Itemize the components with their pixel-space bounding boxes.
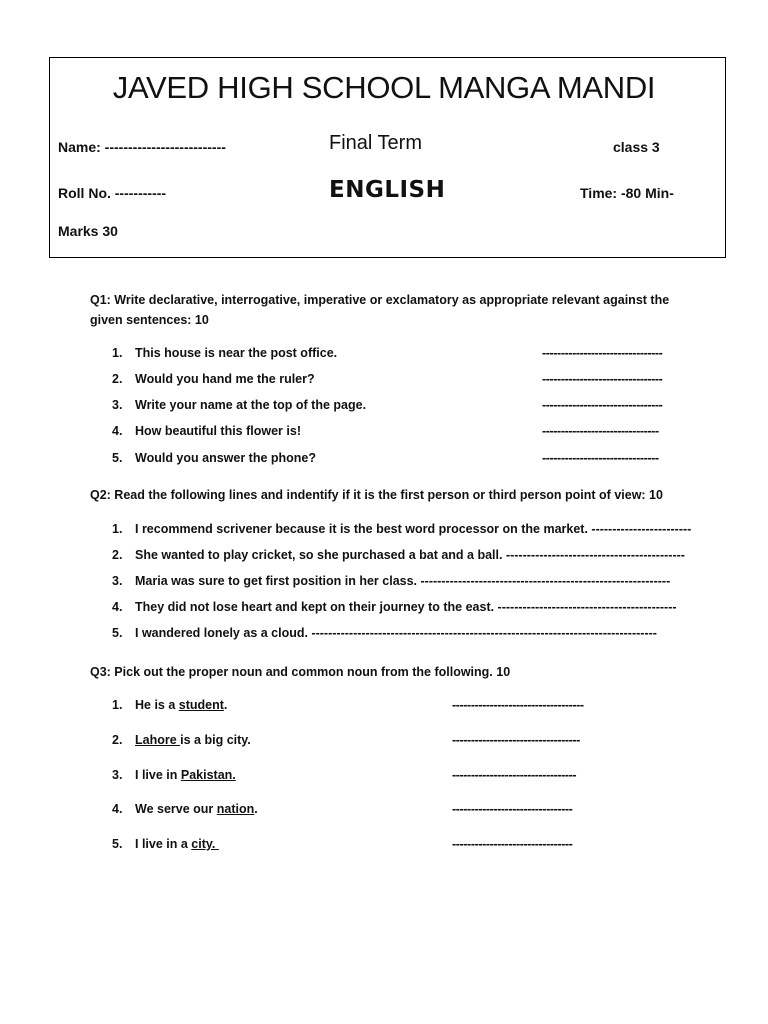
item-number: 3. xyxy=(112,574,123,588)
item-number: 5. xyxy=(112,626,123,640)
roll-number-field: Roll No. ----------- xyxy=(58,185,167,201)
answer-blank: ---------------------------------- xyxy=(452,733,580,747)
answer-blank: ------------------------------- xyxy=(542,451,659,465)
answer-blank: -------------------------------- xyxy=(542,398,663,412)
q1-item xyxy=(112,397,366,413)
q2-heading: Q2: Read the following lines and indentify if it is the first person or third person point of view: 10 xyxy=(90,488,663,502)
item-pre: I live in a xyxy=(135,837,192,851)
item-text: I recommend scrivener because it is the best word processor on the market. ------------------------ xyxy=(135,522,692,536)
q3-item xyxy=(112,732,251,748)
q1-item xyxy=(112,423,301,439)
item-number: 2. xyxy=(112,733,123,747)
q2-item xyxy=(112,547,685,563)
answer-blank: -------------------------------- xyxy=(452,802,573,816)
item-number: 2. xyxy=(112,372,123,386)
q3-item xyxy=(112,697,227,713)
underlined-noun: Pakistan. xyxy=(180,768,236,782)
q2-item xyxy=(112,521,691,537)
underlined-noun: city. xyxy=(191,837,219,851)
item-text: I wandered lonely as a cloud. ----------------------------------------------------------------------------------- xyxy=(135,626,657,640)
item-post: is a big city. xyxy=(180,733,251,747)
underlined-noun: nation xyxy=(216,802,255,816)
item-text: They did not lose heart and kept on their journey to the east. ------------------------------------------- xyxy=(135,600,677,614)
item-text: Write your name at the top of the page. xyxy=(135,398,367,412)
q1-heading: Q1: Write declarative, interrogative, imperative or exclamatory as appropriate relevant against the given sentences: 10 xyxy=(90,293,670,327)
item-number: 1. xyxy=(112,522,123,536)
school-title: JAVED HIGH SCHOOL MANGA MANDI xyxy=(112,70,656,105)
q2-item xyxy=(112,599,677,615)
answer-blank: --------------------------------- xyxy=(452,768,577,782)
answer-blank: -------------------------------- xyxy=(542,372,663,386)
q2-item xyxy=(112,573,670,589)
underlined-noun: Lahore xyxy=(135,733,181,747)
answer-blank: ------------------------------- xyxy=(542,424,659,438)
q3-item xyxy=(112,767,236,783)
term-label: Final Term xyxy=(329,132,422,154)
answer-blank: ----------------------------------- xyxy=(452,698,584,712)
q1-item xyxy=(112,345,337,361)
name-field: Name: -------------------------- xyxy=(58,139,226,155)
item-number: 3. xyxy=(112,768,123,782)
subject-label: ENGLISH xyxy=(329,177,446,203)
underlined-noun: student xyxy=(178,698,224,712)
item-number: 1. xyxy=(112,698,123,712)
item-pre: We serve our xyxy=(135,802,217,816)
class-label: class 3 xyxy=(613,139,660,155)
marks-label: Marks 30 xyxy=(58,223,118,239)
q2-item xyxy=(112,625,657,641)
item-text: She wanted to play cricket, so she purchased a bat and a ball. ------------------------------------------- xyxy=(135,548,685,562)
item-number: 4. xyxy=(112,424,123,438)
q3-heading: Q3: Pick out the proper noun and common noun from the following. 10 xyxy=(90,665,511,679)
item-number: 3. xyxy=(112,398,123,412)
q3-item xyxy=(112,801,258,817)
item-number: 4. xyxy=(112,600,123,614)
item-text: How beautiful this flower is! xyxy=(135,424,301,438)
item-number: 5. xyxy=(112,837,123,851)
item-post: . xyxy=(223,698,228,712)
q1-item xyxy=(112,450,316,466)
item-pre: I live in xyxy=(135,768,181,782)
item-number: 4. xyxy=(112,802,123,816)
answer-blank: -------------------------------- xyxy=(452,837,573,851)
time-label: Time: -80 Min- xyxy=(580,185,674,201)
q3-item xyxy=(112,836,219,852)
item-number: 5. xyxy=(112,451,123,465)
item-pre: He is a xyxy=(135,698,179,712)
item-text: Would you hand me the ruler? xyxy=(135,372,315,386)
q1-item xyxy=(112,371,315,387)
item-text: Would you answer the phone? xyxy=(135,451,317,465)
answer-blank: -------------------------------- xyxy=(542,346,663,360)
item-text: This house is near the post office. xyxy=(135,346,338,360)
item-number: 1. xyxy=(112,346,123,360)
item-post: . xyxy=(254,802,258,816)
item-number: 2. xyxy=(112,548,123,562)
item-text: Maria was sure to get first position in her class. ------------------------------------------------------------ xyxy=(135,574,671,588)
